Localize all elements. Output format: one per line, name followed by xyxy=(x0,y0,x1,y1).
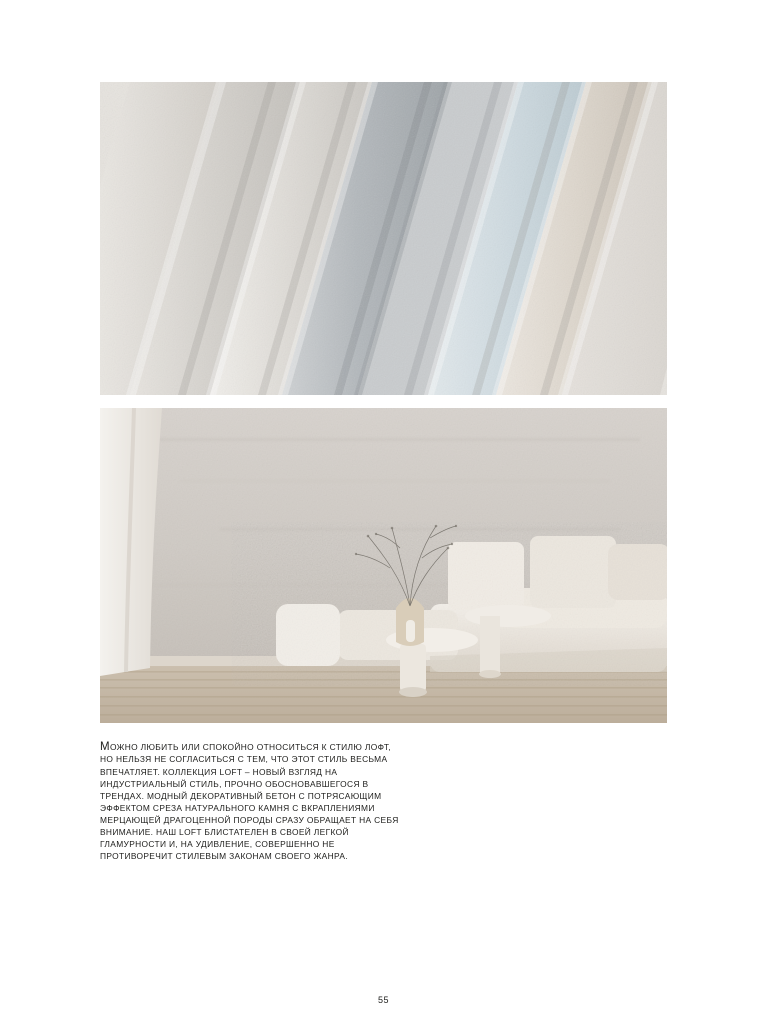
fabric-rolls-photo xyxy=(100,82,667,395)
loft-interior-illustration xyxy=(100,408,667,723)
page-number: 55 xyxy=(377,995,389,1005)
loft-interior-photo xyxy=(100,408,667,723)
fabric-rolls-illustration xyxy=(100,82,667,395)
article-lead-letter: М xyxy=(100,741,110,754)
article-body xyxy=(100,741,400,862)
article-body-text: ЛОФТ, НО НЕЛЬЗЯ НЕ СОГЛАСИТЬСЯ С ТЕМ, ЧТО ЭТОТ СТИЛЬ ВЕСЬМА ВПЕЧАТЛЯЕТ. КОЛЛЕКЦИЯ LOFT – НОВЫЙ ВЗГЛЯД НА ИНДУСТРИАЛЬНЫЙ СТИЛЬ, ПРОЧНО ОБОСНОВАВШЕГОСЯ В ТРЕНДАХ. МОДНЫЙ ДЕКОРАТИВНЫЙ БЕТОН С ПОТРЯСАЮЩИМ ЭФФЕКТОМ СРЕЗА НАТУРАЛЬНОГО КАМНЯ С ВКРАПЛЕНИЯМИ МЕРЦАЮЩЕЙ ДРАГОЦЕННОЙ ПОРОДЫ СРАЗУ ОБРАЩАЕТ НА СЕБЯ ВНИМАНИЕ. НАШ LOFT БЛИСТАТЕЛЕН В СВОЕЙ ЛЕГКОЙ ГЛАМУРНОСТИ И, НА УДИВЛЕНИЕ, СОВЕРШЕННО НЕ ПРОТИВОРЕЧИТ СТИЛЕВЫМ ЗАКОНАМ СВОЕГО ЖАНРА. xyxy=(100,742,399,862)
article-lead-rest: ОЖНО ЛЮБИТЬ ИЛИ СПОКОЙНО ОТНОСИТЬСЯ К СТИЛЮ xyxy=(109,742,363,753)
